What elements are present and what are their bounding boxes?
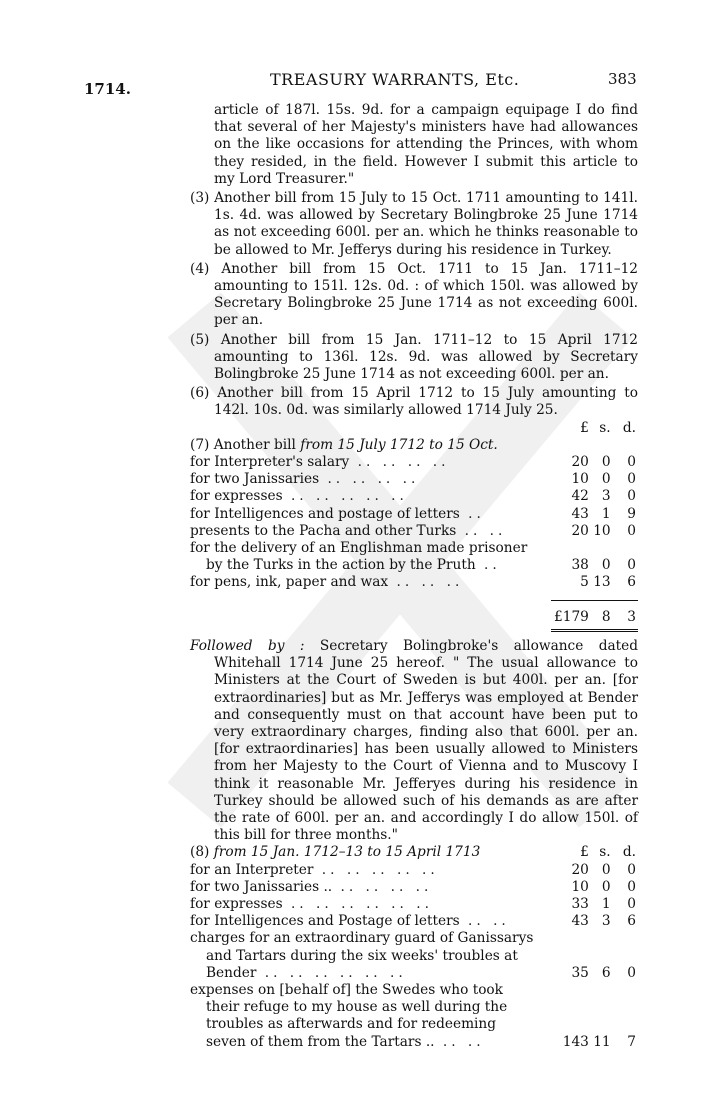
- running-title: TREASURY WARRANTS, Etc.: [270, 70, 520, 89]
- amount-pounds: 38: [571, 557, 589, 574]
- ledger-row-label: Bender: [206, 964, 257, 981]
- ledger-row-label: their refuge to my house as well during the: [206, 999, 508, 1016]
- amount-pence: 6: [627, 574, 636, 591]
- amount-pence: [611, 999, 638, 1016]
- ledger-row-label: for expresses: [190, 488, 283, 505]
- amount-pence: 0: [627, 557, 636, 574]
- total-shillings: 8: [589, 600, 611, 630]
- amount-pounds: [551, 540, 589, 557]
- amount-shillings: 13: [593, 574, 611, 591]
- amount-pence: [611, 930, 638, 947]
- ledger-row-label: for pens, ink, paper and wax: [190, 574, 389, 591]
- col-pounds-heading: £: [580, 844, 589, 861]
- ledger-row: [190, 999, 638, 1016]
- amount-shillings: [589, 1016, 611, 1033]
- opening-paragraph: article of 187l. 15s. 9d. for a campaign equipage I do find that several of her Majesty's ministers have had allowances on the like occasions for attending the Princes, with whom they resided, in the field. However I submit this article to my Lord Treasurer.": [214, 102, 638, 187]
- page-number: 383: [608, 70, 637, 88]
- amount-pounds: 143: [562, 1033, 589, 1050]
- dot-leader: .. .. .. ..: [349, 454, 450, 471]
- amount-pence: 0: [627, 454, 636, 471]
- amount-pounds: 20: [571, 861, 589, 878]
- ledger-row: [190, 454, 638, 471]
- ledger-row: [190, 540, 638, 557]
- amount-pence: 0: [627, 522, 636, 539]
- amount-pence: 0: [627, 878, 636, 895]
- dot-leader: ..: [459, 505, 485, 522]
- ledger-row-label: for an Interpreter: [190, 861, 314, 878]
- ledger-row: [190, 965, 638, 982]
- col-pounds-heading: £: [580, 419, 589, 436]
- ledger-row: [190, 557, 638, 574]
- amount-pence: [611, 948, 638, 965]
- amount-pence: 7: [627, 1033, 636, 1050]
- ledger-row-label: and Tartars during the six weeks' troubles at: [206, 947, 518, 964]
- amount-pounds: [552, 948, 589, 965]
- amount-pounds: 43: [571, 913, 589, 930]
- ledger-row: [190, 913, 638, 930]
- ledger-row: [190, 523, 638, 540]
- amount-pounds: 10: [571, 878, 589, 895]
- dot-leader: .. .. .. ..: [332, 878, 433, 895]
- amount-shillings: 3: [601, 913, 611, 930]
- dot-leader: .. .. .. .. .. ..: [282, 895, 433, 912]
- dot-leader: ..: [475, 557, 501, 574]
- amount-pounds: 33: [571, 895, 589, 912]
- col-pence-heading: d.: [622, 844, 636, 861]
- bill-8-period: from 15 Jan. 1712–13 to 15 April 1713: [213, 844, 481, 861]
- dot-leader: .. .. .. ..: [319, 471, 420, 488]
- amount-shillings: 1: [601, 895, 611, 912]
- ledger-row: [190, 471, 638, 488]
- ledger-row: [190, 930, 638, 947]
- col-pence-heading: d.: [622, 419, 636, 436]
- amount-pounds: [552, 1016, 589, 1033]
- dot-leader: .. .. .. .. ..: [313, 861, 439, 878]
- amount-pounds: 42: [571, 488, 589, 505]
- amount-pence: 6: [627, 913, 636, 930]
- ledger-row: [190, 862, 638, 879]
- dot-leader: .. .. .. .. ..: [282, 488, 408, 505]
- amount-shillings: 11: [593, 1033, 611, 1050]
- ledger-row-label: troubles as afterwards and for redeeming: [206, 1016, 497, 1033]
- ledger-row: [190, 1034, 638, 1051]
- amount-pounds: 10: [571, 471, 589, 488]
- followed-by-text: Secretary Bolingbroke's allowance dated Whitehall 1714 June 25 hereof. " The usual allowance to Ministers at the Court of Sweden is but 400l. per an. [for extraordinaries] but as Mr. Jefferys was employed at Bender and consequently must on that account have been put to very extraordinary charges, finding also that 600l. per an. [for extraordinaries] has been usually allowed to Ministers from her Majesty to the Court of Vienna and to Muscovy I think it reasonable Mr. Jefferyes during his residence in Turkey should be allowed such of his demands as are after the rate of 600l. per an. and accordingly I do allow 150l. of this bill for three months.": [214, 637, 638, 844]
- amount-pence: 0: [627, 964, 636, 981]
- ledger-row-label: for Intelligences and postage of letters: [190, 505, 460, 522]
- amount-shillings: 6: [601, 964, 611, 981]
- amount-pence: 0: [627, 471, 636, 488]
- dot-leader: .. ..: [434, 1033, 485, 1050]
- ledger-row: [190, 1016, 638, 1033]
- amount-pence: 9: [627, 505, 636, 522]
- ledger-row: [190, 879, 638, 896]
- amount-shillings: [589, 982, 611, 999]
- dot-leader: .. ..: [456, 522, 507, 539]
- total-pence: 3: [611, 600, 638, 630]
- amount-shillings: 3: [601, 488, 611, 505]
- ledger-row: [190, 574, 638, 591]
- bill-8-heading: (8): [190, 844, 214, 861]
- amount-shillings: 0: [601, 861, 611, 878]
- followed-by-lead: Followed by :: [190, 637, 305, 654]
- amount-shillings: 0: [601, 557, 611, 574]
- followed-by-paragraph: [190, 638, 638, 844]
- ledger-row-label: for two Janissaries ..: [190, 878, 333, 895]
- amount-pence: [611, 1016, 638, 1033]
- amount-shillings: 0: [601, 878, 611, 895]
- ledger-row: [190, 948, 638, 965]
- dot-leader: .. .. .. .. .. ..: [256, 964, 407, 981]
- ledger-row-label: for the delivery of an Englishman made prisoner: [190, 540, 528, 557]
- page-header: [0, 70, 726, 100]
- amount-shillings: [589, 999, 611, 1016]
- bill-7-ledger: [190, 420, 638, 632]
- amount-shillings: [589, 540, 611, 557]
- ledger-row-label: for two Janissaries: [190, 471, 320, 488]
- dot-leader: .. ..: [459, 913, 510, 930]
- ledger-row-label: presents to the Pacha and other Turks: [190, 522, 457, 539]
- bill-7-entries: [190, 454, 638, 592]
- ledger-row: [190, 488, 638, 505]
- amount-shillings: [589, 948, 611, 965]
- total-pounds: £179: [551, 600, 589, 630]
- amount-pounds: 35: [571, 964, 589, 981]
- amount-shillings: 0: [601, 471, 611, 488]
- amount-pounds: 20: [571, 522, 589, 539]
- dot-leader: .. .. ..: [388, 574, 464, 591]
- bill-8-heading-row: [190, 844, 638, 861]
- ledger-row: [190, 506, 638, 523]
- amount-pounds: [552, 999, 589, 1016]
- bill-8-ledger: [190, 844, 638, 1050]
- bill-8-entries: [190, 862, 638, 1051]
- item-5: (5) Another bill from 15 Jan. 1711–12 to 15 April 1712 amounting to 136l. 12s. 9d. was allowed by Secretary Bolingbroke 25 June 1714 as not exceeding 600l. per an.: [190, 331, 638, 383]
- amount-pence: 0: [627, 861, 636, 878]
- amount-shillings: 1: [601, 505, 611, 522]
- ledger-row: [190, 896, 638, 913]
- ledger-row-label: expenses on [behalf of] the Swedes who took: [190, 981, 503, 998]
- amount-pence: [611, 540, 638, 557]
- ledger-column-headings: [190, 420, 638, 437]
- item-3: (3) Another bill from 15 July to 15 Oct. 1711 amounting to 141l. 1s. 4d. was allowed by Secretary Bolingbroke 25 June 1714 as not exceeding 600l. per an. which he thinks reasonable to be allowed to Mr. Jefferys during his residence in Turkey.: [190, 190, 638, 258]
- amount-pence: 0: [627, 895, 636, 912]
- ledger-row: [190, 982, 638, 999]
- ledger-row-label: for expresses: [190, 895, 283, 912]
- amount-pounds: 20: [571, 454, 589, 471]
- ledger-row-label: by the Turks in the action by the Pruth: [206, 557, 476, 574]
- bill-7-heading: (7) Another bill: [190, 436, 301, 453]
- amount-pounds: 43: [571, 505, 589, 522]
- amount-pence: 0: [627, 488, 636, 505]
- amount-pounds: [552, 982, 589, 999]
- amount-shillings: [589, 930, 611, 947]
- ledger-row-label: charges for an extraordinary guard of Ganissarys: [190, 930, 534, 947]
- col-shillings-heading: s.: [599, 419, 611, 436]
- amount-pounds: [552, 930, 589, 947]
- amount-shillings: 10: [593, 522, 611, 539]
- bill-7-total-row: [190, 600, 638, 630]
- col-shillings-heading: s.: [599, 844, 611, 861]
- ledger-row-label: for Intelligences and Postage of letters: [190, 913, 460, 930]
- document-body: [190, 102, 638, 1051]
- bill-7-period: from 15 July 1712 to 15 Oct.: [300, 436, 498, 453]
- amount-pounds: 5: [580, 574, 589, 591]
- ledger-row-label: for Interpreter's salary: [190, 454, 350, 471]
- bill-7-heading-row: [190, 437, 638, 454]
- ledger-row-label: seven of them from the Tartars ..: [206, 1033, 435, 1050]
- item-4: (4) Another bill from 15 Oct. 1711 to 15 Jan. 1711–12 amounting to 151l. 12s. 0d. : of which 150l. was allowed by Secretary Bolingbroke 25 June 1714 as not exceeding 600l. per an.: [190, 260, 638, 329]
- item-6: (6) Another bill from 15 April 1712 to 15 July amounting to 142l. 10s. 0d. was similarly allowed 1714 July 25.: [190, 385, 638, 419]
- amount-shillings: 0: [601, 454, 611, 471]
- amount-pence: [611, 982, 638, 999]
- header-year: 1714.: [84, 80, 131, 98]
